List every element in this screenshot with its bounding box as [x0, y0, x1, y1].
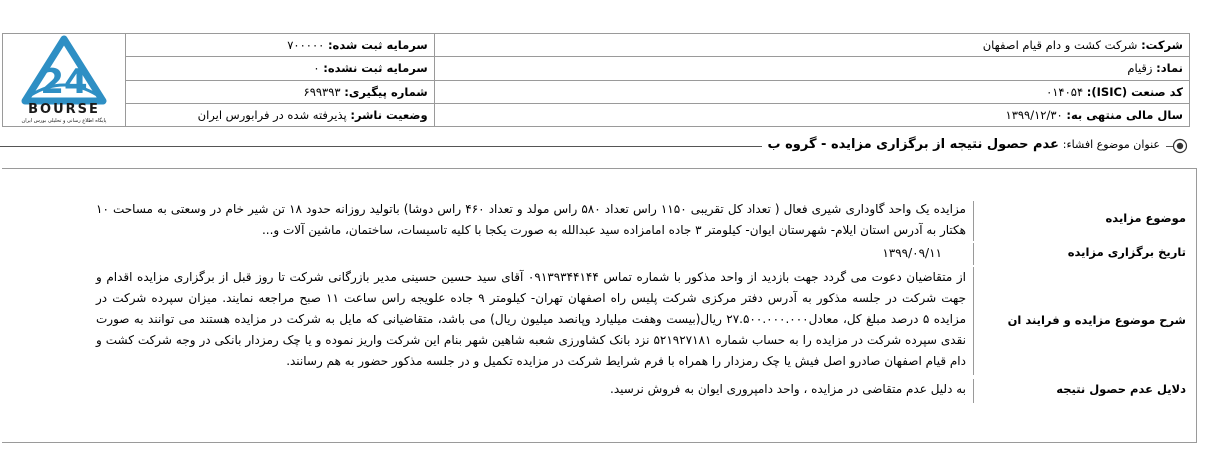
company-value: شرکت کشت و دام قیام اصفهان [982, 38, 1138, 53]
isic-label: کد صنعت (ISIC): [1086, 84, 1183, 99]
info-row [3, 80, 1190, 103]
subject-row [0, 134, 1202, 158]
symbol-label: نماد: [1156, 61, 1183, 76]
publisher-status-cell [126, 103, 435, 126]
fiscal-year-cell [434, 103, 1189, 126]
unregistered-capital-label: سرمایه ثبت نشده: [323, 61, 428, 76]
target-bullet-icon [1172, 138, 1188, 154]
info-row [3, 57, 1190, 80]
registered-capital-cell [126, 34, 435, 57]
logo-number: 24 [40, 62, 88, 102]
logo-cell [3, 34, 126, 127]
detail-separator [973, 267, 974, 375]
detail-row-auction-description [2, 267, 1196, 375]
publisher-status-label: وضعیت ناشر: [350, 107, 428, 122]
detail-value: از متقاضیان دعوت می گردد جهت بازدید از واحد مذکور با شماره تماس ۰۹۱۳۹۳۴۴۱۴۴ آقای سید حسین حسینی مدیر بازرگانی شرکت تا روز قبل از برگزاری مزایده اقدام و جهت شرکت در جلسه مذکور به آدرس دفتر مرکزی شرکت پلیس راه اصفهان تهران- کیلومتر ۹ جاده علویجه راس ساعت ۱۱ صبح مراجعه نمایند. میزان سپرده شرکت در مزایده ۵ درصد مبلغ کل، معادل۲۷.۵۰۰.۰۰۰.۰۰۰ ریال(بیست وهفت میلیارد وپانصد میلیون ریال) می باشد، متقاضیانی که مایل به شرکت در مزایده هستند می توانند به صورت نقدی سپرده شرکت در مزایده را به حساب شماره ۵۲۱۹۲۷۱۸۱ نزد بانک کشاورزی شعبه شاهین شهر بنام این شرکت واریز نموده و یا چک رمزدار بانکی در وجه شرکت کشت و دام قیام اصفهان صادرو اصل فیش یا چک رمزدار را همراه با فرم شرایط شرکت در مزایده تکمیل و در جلسه مذکور حضور به هم رسانند. [96, 270, 967, 368]
unregistered-capital-cell [126, 57, 435, 80]
detail-separator [973, 243, 974, 265]
detail-value: مزایده یک واحد گاوداری شیری فعال ( تعداد کل تقریبی ۱۱۵۰ راس تعداد ۵۸۰ راس مولد و تعداد ۴۶۰ راس دوشا) باتولید روزانه حدود ۱۸ تن شیر خام در وسعتی به مساحت ۱۰ هکتار به آدرس استان ایلام- شهرستان ایوان- کیلومتر ۳ جاده امامزاده سید عبدالله به صورت یکجا با کلیه تاسیسات، ساختمان، ماشین آلات و... [96, 202, 966, 237]
detail-value: به دلیل عدم متقاضی در مزایده ، واحد دامپروری ایوان به فروش نرسید. [610, 382, 966, 396]
detail-label: شرح موضوع مزایده و فرایند ان [1007, 313, 1186, 327]
symbol-cell [434, 57, 1189, 80]
detail-separator [973, 201, 974, 241]
company-cell [434, 34, 1189, 57]
registered-capital-label: سرمایه ثبت شده: [327, 38, 428, 53]
registered-capital-value: ۷۰۰۰۰۰ [287, 38, 325, 53]
subject-label: عنوان موضوع افشاء: [1062, 138, 1160, 151]
tracking-number-cell [126, 80, 435, 103]
publisher-status-value: پذیرفته شده در فرابورس ایران [197, 107, 347, 122]
tracking-number-value: ۶۹۹۳۹۳ [303, 84, 341, 99]
isic-value: ۰۱۴۰۵۴ [1046, 84, 1084, 99]
detail-label: موضوع مزایده [1105, 211, 1186, 225]
disclosure-subject [762, 137, 1166, 152]
detail-label: دلایل عدم حصول نتیجه [1056, 382, 1186, 396]
bourse24-logo [17, 35, 111, 125]
logo-caption: پایگاه اطلاع رسانی و تحلیلی بورس ایران [21, 118, 107, 124]
detail-label: تاریخ برگزاری مزایده [1067, 245, 1186, 259]
detail-value: ۱۳۹۹/۰۹/۱۱ [882, 246, 942, 260]
info-row [3, 34, 1190, 57]
detail-row-auction-subject [2, 199, 1196, 243]
fiscal-year-value: ۱۳۹۹/۱۲/۳۰ [1005, 107, 1063, 122]
detail-separator [973, 379, 974, 403]
detail-row-auction-date [2, 243, 1196, 265]
info-row [3, 103, 1190, 126]
fiscal-year-label: سال مالی منتهی به: [1066, 107, 1183, 122]
company-info-table [2, 33, 1190, 127]
symbol-value: زقیام [1127, 61, 1153, 76]
auction-details-box [2, 168, 1197, 443]
unregistered-capital-value: ۰ [313, 61, 320, 76]
subject-value: عدم حصول نتیجه از برگزاری مزایده - گروه ب [767, 137, 1059, 152]
logo-wordmark: BOURSE [28, 102, 100, 117]
isic-cell [434, 80, 1189, 103]
company-label: شرکت: [1141, 38, 1183, 53]
detail-row-failure-reasons [2, 379, 1196, 403]
tracking-number-label: شماره پیگیری: [344, 84, 428, 99]
